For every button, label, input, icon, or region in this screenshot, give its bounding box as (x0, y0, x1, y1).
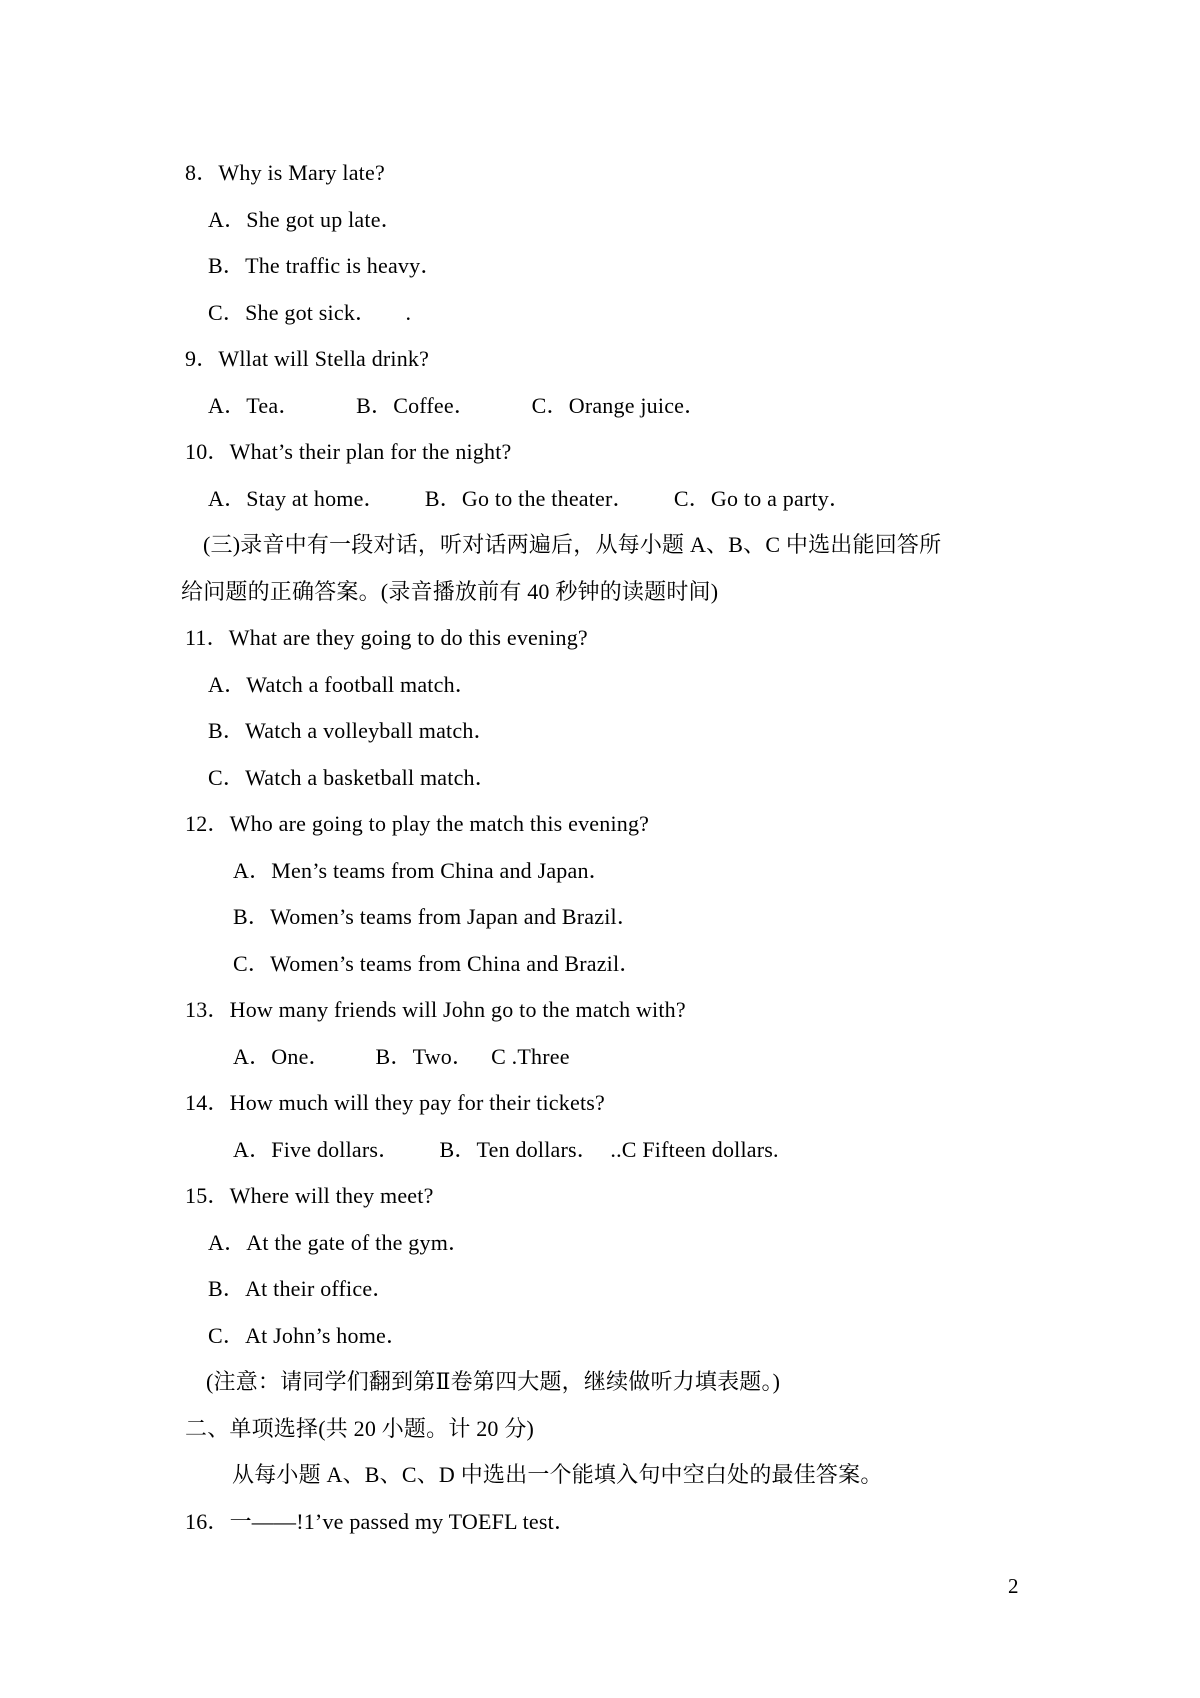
option-12-b: B．Women’s teams from Japan and Brazil． (233, 904, 640, 929)
option-8-c: C．She got sick． . (208, 299, 412, 325)
option-12-c: C．Women’s teams from China and Brazil． (233, 950, 642, 976)
option-15-c: C．At John’s home． (208, 1322, 409, 1348)
question-15: 15．Where will they meet? (185, 1183, 434, 1208)
document-body (181, 150, 1081, 1545)
question-11: 11．What are they going to do this evening? (185, 625, 588, 650)
option-11-b: B．Watch a volleyball match． (208, 718, 496, 743)
question-9: 9．Wllat will Stella drink? (185, 346, 430, 371)
options-14-row: A．Five dollars． B．Ten dollars． ..C Fifteen dollars. (233, 1136, 779, 1162)
question-8: 8．Why is Mary late? (185, 160, 385, 185)
option-8-b: B．The traffic is heavy． (208, 253, 443, 278)
option-11-c: C．Watch a basketball match． (208, 764, 497, 790)
option-11-a: A．Watch a football match． (208, 671, 477, 697)
question-10: 10．What’s their plan for the night? (185, 439, 512, 464)
option-12-a: A．Men’s teams from China and Japan． (233, 857, 611, 883)
options-9-row: A．Tea． B．Coffee． C．Orange juice． (208, 392, 707, 418)
part-3-instruction-line-1: (三)录音中有一段对话，听对话两遍后，从每小题 A、B、C 中选出能回答所 (203, 532, 942, 557)
page-number: 2 (1008, 1574, 1019, 1598)
turn-page-note: (注意：请同学们翻到第Ⅱ卷第四大题，继续做听力填表题。) (206, 1369, 781, 1394)
option-15-a: A．At the gate of the gym． (208, 1229, 471, 1255)
options-10-row: A．Stay at home． B．Go to the theater． C．Go to a party． (208, 485, 852, 511)
question-14: 14．How much will they pay for their tickets? (185, 1090, 605, 1115)
part-3-instruction-line-2: 给问题的正确答案。(录音播放前有 40 秒钟的读题时间) (181, 578, 719, 604)
question-16: 16．一——!1’ve passed my TOEFL test． (185, 1508, 577, 1534)
question-12: 12．Who are going to play the match this evening? (185, 811, 650, 836)
options-13-row: A．One． B．Two． C .Three (233, 1043, 570, 1069)
question-13: 13．How many friends will John go to the match with? (185, 997, 686, 1022)
section-2-heading: 二、单项选择(共 20 小题。计 20 分) (185, 1415, 535, 1441)
option-15-b: B．At their office． (208, 1276, 395, 1301)
option-8-a: A．She got up late． (208, 206, 403, 232)
section-2-instruction: 从每小题 A、B、C、D 中选出一个能填入句中空白处的最佳答案。 (232, 1462, 883, 1487)
